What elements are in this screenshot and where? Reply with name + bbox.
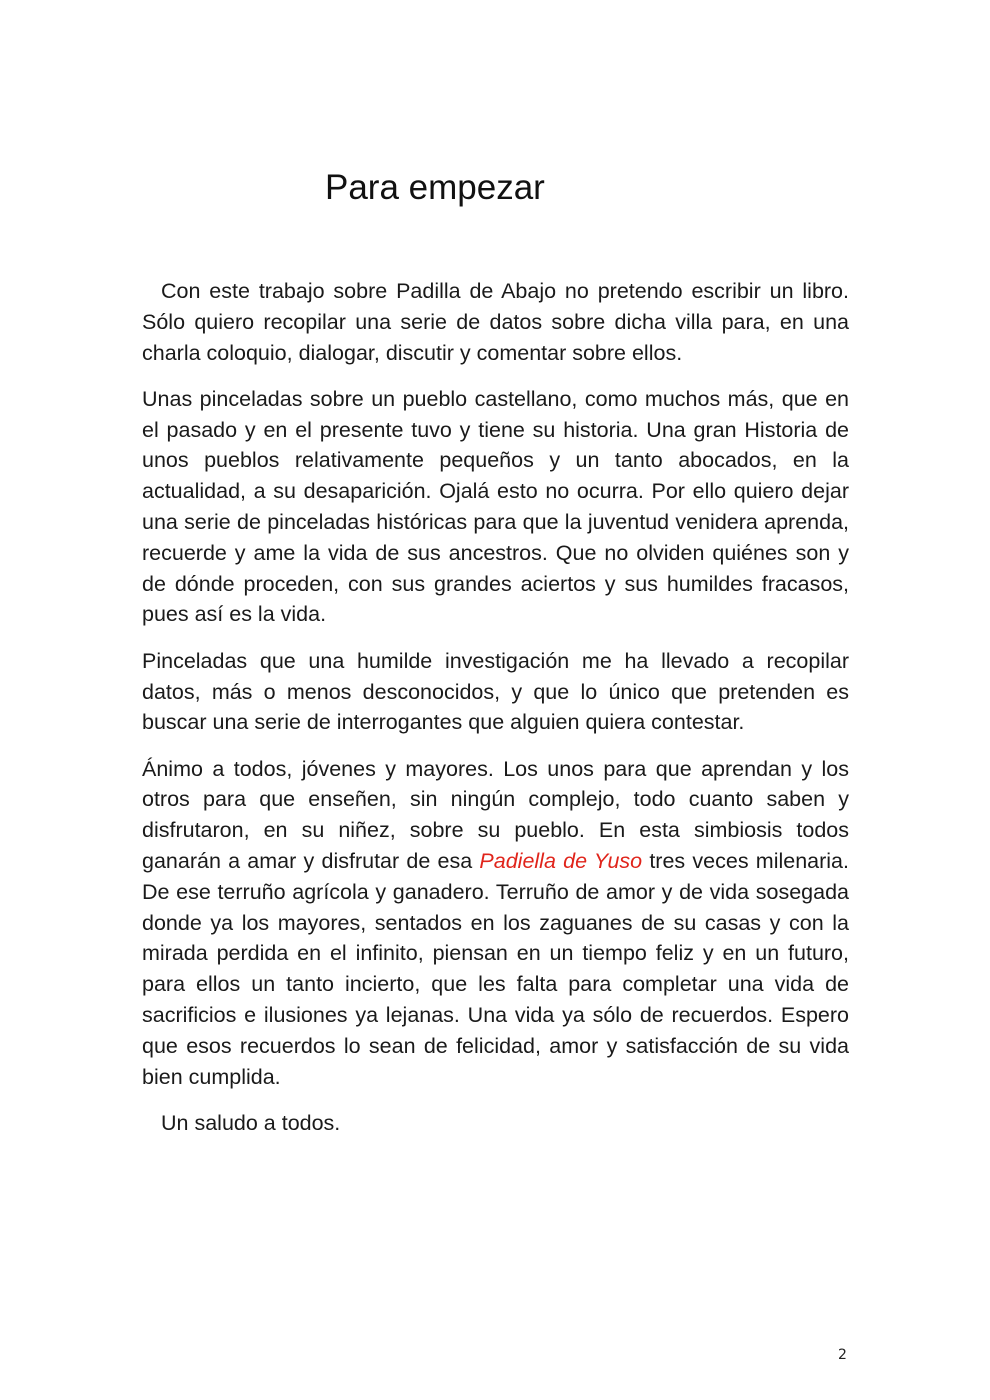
paragraph-animo-text-end: tres veces milenaria. De ese terruño agrícola y ganadero. Terruño de amor y de vida sosegada donde ya los mayores, sentados en los zaguanes de su casas y con la mirada perdida en el infinito, piensan en un tiempo feliz y en un futuro, para ellos un tanto incierto, que les falta para completar una vida de sacrificios e ilusiones ya lejanas. Una vida ya sólo de recuerdos. Espero que esos recuerdos lo sean de felicidad, amor y satisfacción de su vida bien cumplida. [142,849,849,1089]
page-title: Para empezar [325,168,545,207]
paragraph-animo [142,754,849,1093]
paragraph-intro: Con este trabajo sobre Padilla de Abajo no pretendo escribir un libro. Sólo quiero recopilar una serie de datos sobre dicha villa para, en una charla coloquio, dialogar, discutir y comentar sobre ellos. [142,279,849,365]
page-number: 2 [838,1347,847,1363]
paragraph-saludo: Un saludo a todos. [161,1110,341,1135]
highlighted-place-name: Padiella de Yuso [479,849,643,874]
paragraph-investigacion: Pinceladas que una humilde investigación me ha llevado a recopilar datos, más o menos desconocidos, y que lo único que pretenden es buscar una serie de interrogantes que alguien quiera contestar. [142,648,849,735]
paragraph-animo-text-start: Ánimo a todos, jóvenes y mayores. Los unos para que aprendan y los otros para que enseñen, sin ningún complejo, todo cuanto saben y disfrutaron, en su niñez, sobre su pueblo. En esta simbiosis todos ganarán a amar y disfrutar de esa [142,756,849,874]
document-body [142,276,849,1154]
paragraph-pinceladas: Unas pinceladas sobre un pueblo castellano, como muchos más, que en el pasado y en el presente tuvo y tiene su historia. Una gran Historia de unos pueblos relativamente pequeños y un tanto abocados, en la actualidad, a su desaparición. Ojalá esto no ocurra. Por ello quiero dejar una serie de pinceladas históricas para que la juventud venidera aprenda, recuerde y ame la vida de sus ancestros. Que no olviden quiénes son y de dónde proceden, con sus grandes aciertos y sus humildes fracasos, pues así es la vida. [142,386,849,627]
